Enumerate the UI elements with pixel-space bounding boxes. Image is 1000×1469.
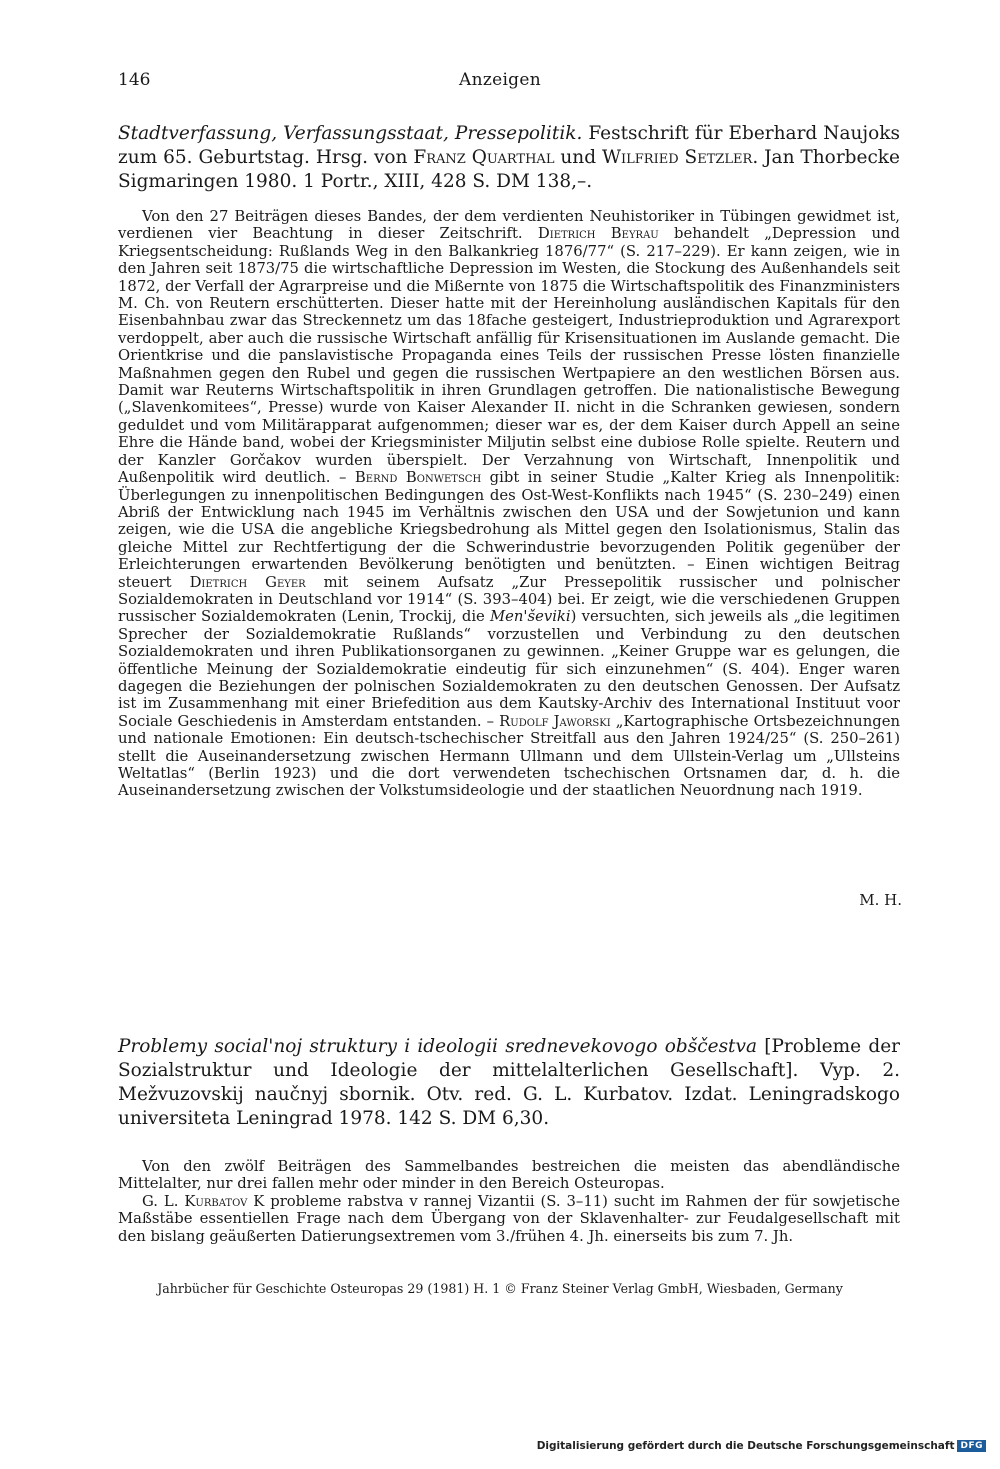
review2-title: Problemy social'noj struktury i ideologii srednevekovogo obščestva [118, 1036, 757, 1057]
review1-author-beyrau: Dietrich Beyrau [537, 225, 659, 243]
review2-p2-prefix: G. L. [142, 1192, 185, 1210]
review2-p2-rest: K probleme rabstva v rannej Vizantii (S. 3–11) sucht im Rahmen der für sowjetische Maßstäbe essentiellen Frage nach dem Übergang von der Sklavenhalter- zur Feudalgesellschaft mit den bislang geäußerten Datierungsextremen vom 3./frühen 4. Jh. einerseits bis zum 7. Jh. [118, 1192, 900, 1245]
review1-author-jaworski: Rudolf Jaworski [499, 712, 611, 730]
review1-paragraph [118, 208, 900, 800]
review2-cite: [Probleme der Sozialstruktur und Ideologie der mittelalterlichen Gesellschaft]. Vyp. 2. Mežvuzovskij naučnyj sbornik. Otv. red. G. L. Kurbatov. Izdat. Leningradskogo universiteta Leningrad 1978. 142 S. DM 6,30. [118, 1036, 900, 1129]
review1-cite-a: Festschrift für Eberhard Naujoks zum 65. Geburtstag. Hrsg. von [118, 123, 900, 168]
review1-cite-c: . Jan Thorbecke Sigmaringen 1980. 1 Portr., XIII, 428 S. DM 138,–. [118, 147, 900, 192]
review1-title: Stadtverfassung, Verfassungsstaat, Pressepolitik. [118, 123, 583, 144]
journal-footer: Jahrbücher für Geschichte Osteuropas 29 (1981) H. 1 © Franz Steiner Verlag GmbH, Wiesbaden, Germany [157, 1281, 843, 1296]
review1-editor2: Wilfried Setzler [601, 147, 753, 168]
review1-body [118, 208, 900, 800]
dfg-logo-icon: DFG [957, 1440, 986, 1452]
review2-body [118, 1158, 900, 1245]
review2-citation [118, 1035, 900, 1131]
review1-author-geyer: Dietrich Geyer [189, 573, 306, 591]
review1-text-2: behandelt „Depression und Kriegsentscheidung: Rußlands Weg in den Balkankrieg 1876/77“ (S. 217–229). Er kann zeigen, wie in den Jahren seit 1873/75 die wirtschaftliche Depression im Westen, die Stockung des Außenhandels seit 1872, der Verfall der Agrarpreise und die Mißernte von 1875 die Wirtschaftspolitik des Finanzministers M. Ch. von Reutern erschütterten. Dieser hatte mit der Hereinholung ausländischen Kapitals für den Eisenbahnbau zwar das Streckennetz um das 18fache gesteigert, Industrieproduktion und Agrarexport verdoppelt, aber auch die russische Wirtschaft anfällig für Krisensituationen im Auslande gemacht. Die Orientkrise und die panslavistische Propaganda eines Teils der russischen Presse lösten finanzielle Maßnahmen gegen den Rubel und gegen die russischen Wertpapiere an den westlichen Börsen aus. Damit war Reuterns Wirtschaftspolitik in ihren Grundlagen getroffen. Die nationalistische Bewegung („Slavenkomitees“, Presse) wurde von Kaiser Alexander II. nicht in die Schranken gewiesen, sondern geduldet und vom Militärapparat aufgenommen; dieser war es, der dem Kaiser durch Appell an seine Ehre die Hände band, wobei der Kriegsminister Miljutin selbst eine dubiose Rolle spielte. Reutern und der Kanzler Gorčakov wurden überspielt. Der Verzahnung von Wirtschaft, Innenpolitik und Außenpolitik wird deutlich. – [118, 225, 900, 487]
review1-text-4: mit seinem Aufsatz „Zur Pressepolitik russischer und polnischer Sozialdemokraten in Deutschland vor 1914“ (S. 393–404) bei. Er zeigt, wie die verschiedenen Gruppen russischer Sozialdemokraten (Lenin, Trockij, die [118, 573, 900, 626]
review1-signature: M. H. [859, 891, 902, 909]
review2-paragraph-1: Von den zwölf Beiträgen des Sammelbandes bestreichen die meisten das abendländische Mittelalter, nur drei fallen mehr oder minder in den Bereich Osteuropas. [118, 1158, 900, 1193]
review2-paragraph-2 [118, 1193, 900, 1245]
review1-text-5: ) versuchten, sich jeweils als „die legitimen Sprecher der Sozialdemokratie Rußlands“ vorzustellen und Verbindung zu den deutschen Sozialdemokraten und ihren Publikationsorganen zu gewinnen. „Keiner Gruppe war es gelungen, die öffentliche Meinung der Sozialdemokratie eindeutig für sich einzunehmen“ (S. 404). Enger waren dagegen die Beziehungen der polnischen Sozialdemokraten zu den deutschen Genossen. Der Aufsatz ist im Zusammenhang mit einer Briefedition aus dem Kautsky-Archiv des International Instituut voor Sociale Geschiedenis in Amsterdam entstanden. – [118, 608, 900, 730]
review1-author-bonwetsch: Bernd Bonwetsch [354, 469, 482, 487]
page-number: 146 [118, 70, 151, 90]
review1-text-1: Von den 27 Beiträgen dieses Bandes, der dem verdienten Neuhistoriker in Tübingen gewidmet ist, verdienen vier Beachtung in dieser Zeitschrift. [118, 208, 900, 243]
review1-text-4-italic: Men'ševiki [489, 608, 571, 626]
digitization-bar [537, 1440, 986, 1452]
review1-editor1: Franz Quarthal [413, 147, 555, 168]
review1-cite-b: und [554, 147, 602, 168]
review1-text-3: gibt in seiner Studie „Kalter Krieg als Innenpolitik: Überlegungen zu innenpolitischen Bedingungen des Ost-West-Konflikts nach 1945“ (S. 230–249) einen Abriß der Entwicklung nach 1945 im Verhältnis zwischen den USA und der Sowjetunion und kann zeigen, wie die USA die angebliche Kriegsbedrohung als Mittel gegen den Isolationismus, Stalin das gleiche Mittel zur Rechtfertigung der die Schwerindustrie bevorzugenden Politik gegenüber der Erleichterungen erwartenden Bevölkerung benötigten und benützten. – Einen wichtigen Beitrag steuert [118, 469, 901, 591]
running-head: Anzeigen [459, 70, 541, 90]
review1-citation [118, 122, 900, 194]
digitization-note: Digitalisierung gefördert durch die Deutsche Forschungsgemeinschaft [536, 1440, 955, 1452]
review1-text-6: „Kartographische Ortsbezeichnungen und nationale Emotionen: Ein deutsch-tschechischer Streitfall aus den Jahren 1924/25“ (S. 250–261) stellt die Auseinandersetzung zwischen Hermann Ullmann und dem Ullstein-Verlag um „Ullsteins Weltatlas“ (Berlin 1923) und die dort verwendeten tschechischen Ortsnamen dar, d. h. die Auseinandersetzung zwischen der Volkstumsideologie und der staatlichen Neuordnung nach 1919. [118, 712, 900, 800]
review2-author-kurbatov: Kurbatov [184, 1192, 248, 1210]
